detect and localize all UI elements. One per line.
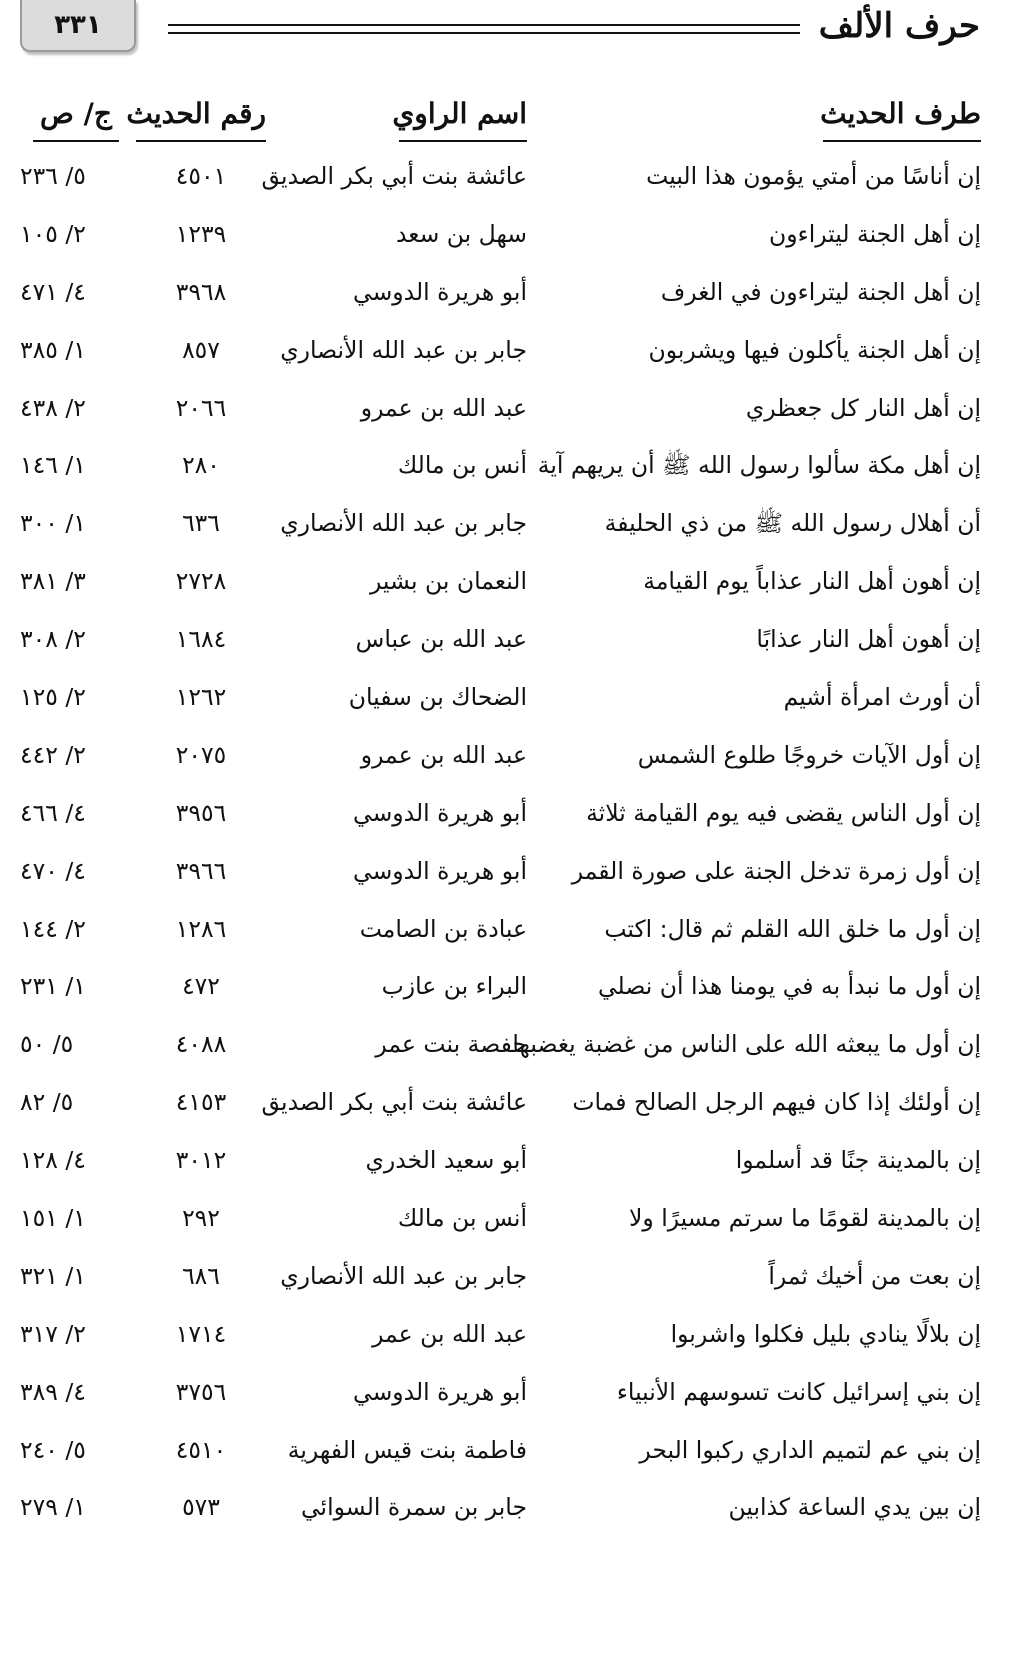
volume-page-ref: ١/ ٣٢١	[20, 1261, 86, 1290]
narrator-name: أبو هريرة الدوسي	[353, 856, 527, 885]
hadith-number: ٥٧٣	[182, 1493, 220, 1522]
narrator-name: جابر بن سمرة السوائي	[300, 1493, 527, 1522]
volume-page-ref: ٤/ ٤٦٦	[20, 798, 86, 827]
narrator-name: عبد الله بن عباس	[355, 625, 527, 654]
volume-page-ref: ٥/ ٨٢	[20, 1088, 74, 1117]
table-row	[0, 611, 1010, 669]
table-row	[0, 958, 1010, 1016]
narrator-name: أبو هريرة الدوسي	[353, 798, 527, 827]
hadith-text: إن أهل مكة سألوا رسول الله ﷺ أن يريهم آية	[537, 451, 981, 480]
volume-page-ref: ٢/ ٣١٧	[20, 1319, 86, 1348]
narrator-name: عبد الله بن عمرو	[360, 740, 527, 769]
page-header	[0, 0, 1010, 70]
hadith-number: ٢٩٢	[182, 1204, 220, 1233]
column-header-volume-page: ج/ ص	[33, 92, 119, 142]
narrator-name: جابر بن عبد الله الأنصاري	[280, 335, 527, 364]
narrator-name: النعمان بن بشير	[369, 567, 527, 596]
table-row	[0, 322, 1010, 380]
table-row	[0, 380, 1010, 438]
table-row	[0, 1422, 1010, 1480]
hadith-number: ٤٥١٠	[175, 1435, 227, 1464]
hadith-text: إن بني إسرائيل كانت تسوسهم الأنبياء	[616, 1377, 981, 1406]
volume-page-ref: ٢/ ١٤٤	[20, 914, 86, 943]
volume-page-ref: ١/ ٣٨٥	[20, 335, 86, 364]
header-rule-top	[168, 24, 800, 26]
hadith-number: ٤١٥٣	[175, 1088, 227, 1117]
volume-page-ref: ١/ ٢٣١	[20, 972, 86, 1001]
hadith-text: إن أهل الجنة يأكلون فيها ويشربون	[648, 335, 981, 364]
narrator-name: عائشة بنت أبي بكر الصديق	[261, 162, 527, 190]
narrator-name: الضحاك بن سفيان	[348, 683, 527, 712]
table-row	[0, 148, 1010, 206]
hadith-number: ٨٥٧	[182, 335, 220, 364]
volume-page-ref: ٣/ ٣٨١	[20, 567, 86, 596]
hadith-number: ٢٨٠	[182, 451, 220, 480]
hadith-text: إن أناسًا من أمتي يؤمون هذا البيت	[646, 162, 981, 190]
hadith-text: إن بلالًا ينادي بليل فكلوا واشربوا	[670, 1319, 981, 1348]
table-row	[0, 495, 1010, 553]
narrator-name: حفصة بنت عمر	[375, 1030, 527, 1059]
hadith-text: إن أول زمرة تدخل الجنة على صورة القمر	[571, 856, 981, 885]
narrator-name: عبادة بن الصامت	[359, 914, 527, 943]
chapter-title: حرف الألف	[818, 6, 980, 46]
table-row	[0, 1248, 1010, 1306]
hadith-number: ٣٩٦٦	[175, 856, 227, 885]
hadith-number: ٦٣٦	[182, 509, 220, 538]
hadith-text: إن بعت من أخيك ثمراً	[768, 1261, 981, 1290]
narrator-name: أبو هريرة الدوسي	[353, 277, 527, 306]
table-row	[0, 264, 1010, 322]
hadith-number: ٢٧٢٨	[175, 567, 227, 596]
table-row	[0, 1190, 1010, 1248]
hadith-text: إن أول الآيات خروجًا طلوع الشمس	[637, 740, 981, 769]
volume-page-ref: ٥/ ٢٤٠	[20, 1435, 86, 1464]
narrator-name: أبو هريرة الدوسي	[353, 1377, 527, 1406]
table-row	[0, 727, 1010, 785]
hadith-number: ٢٠٦٦	[175, 393, 227, 422]
volume-page-ref: ٥/ ٢٣٦	[20, 162, 86, 190]
table-row	[0, 1016, 1010, 1074]
column-header-hadith-number: رقم الحديث	[136, 92, 266, 142]
table-row	[0, 669, 1010, 727]
hadith-number: ١٢٦٢	[175, 683, 227, 712]
narrator-name: جابر بن عبد الله الأنصاري	[280, 509, 527, 538]
narrator-name: عائشة بنت أبي بكر الصديق	[261, 1088, 527, 1117]
hadith-text: إن بالمدينة لقومًا ما سرتم مسيرًا ولا	[628, 1204, 981, 1233]
hadith-number: ٣٧٥٦	[175, 1377, 227, 1406]
header-rule-bottom	[168, 32, 800, 34]
narrator-name: البراء بن عازب	[381, 972, 527, 1001]
volume-page-ref: ١/ ٢٧٩	[20, 1493, 86, 1522]
hadith-text: أن أورث امرأة أشيم	[783, 683, 981, 712]
hadith-number: ٢٠٧٥	[175, 740, 227, 769]
table-row	[0, 206, 1010, 264]
table-row	[0, 901, 1010, 959]
volume-page-ref: ٢/ ١٠٥	[20, 219, 86, 248]
narrator-name: أنس بن مالك	[397, 1204, 527, 1233]
hadith-number: ١٦٨٤	[175, 625, 227, 654]
volume-page-ref: ٤/ ١٢٨	[20, 1146, 86, 1175]
volume-page-ref: ٤/ ٤٧١	[20, 277, 86, 306]
narrator-name: جابر بن عبد الله الأنصاري	[280, 1261, 527, 1290]
column-header-narrator: اسم الراوي	[399, 92, 527, 142]
hadith-text: إن أهل النار كل جعظري	[745, 393, 981, 422]
narrator-name: أنس بن مالك	[397, 451, 527, 480]
volume-page-ref: ٢/ ٤٣٨	[20, 393, 86, 422]
volume-page-ref: ٤/ ٤٧٠	[20, 856, 86, 885]
hadith-text: إن أهون أهل النار عذابًا	[756, 625, 981, 654]
hadith-number: ٣٩٥٦	[175, 798, 227, 827]
page-number-badge: ٣٣١	[20, 0, 136, 52]
hadith-text: إن بالمدينة جنًا قد أسلموا	[735, 1146, 981, 1175]
hadith-text: إن أهون أهل النار عذاباً يوم القيامة	[643, 567, 981, 596]
table-row	[0, 437, 1010, 495]
hadith-text: أن أهلال رسول الله ﷺ من ذي الحليفة	[604, 509, 981, 538]
narrator-name: عبد الله بن عمر	[372, 1319, 527, 1348]
hadith-text: إن بني عم لتميم الداري ركبوا البحر	[639, 1435, 981, 1464]
hadith-number: ٣٩٦٨	[175, 277, 227, 306]
volume-page-ref: ١/ ٣٠٠	[20, 509, 86, 538]
narrator-name: عبد الله بن عمرو	[360, 393, 527, 422]
narrator-name: سهل بن سعد	[395, 219, 527, 248]
volume-page-ref: ١/ ١٥١	[20, 1204, 86, 1233]
hadith-number: ١٧١٤	[175, 1319, 227, 1348]
table-row	[0, 1306, 1010, 1364]
volume-page-ref: ٢/ ١٢٥	[20, 683, 86, 712]
hadith-number: ١٢٣٩	[175, 219, 227, 248]
hadith-index-table	[0, 148, 1010, 1537]
table-row	[0, 843, 1010, 901]
table-row	[0, 1479, 1010, 1537]
hadith-text: إن أول ما يبعثه الله على الناس من غضبة يغضبها	[512, 1030, 981, 1059]
column-header-hadith: طرف الحديث	[823, 92, 981, 142]
volume-page-ref: ١/ ١٤٦	[20, 451, 86, 480]
hadith-number: ٤٠٨٨	[175, 1030, 227, 1059]
narrator-name: فاطمة بنت قيس الفهرية	[287, 1435, 527, 1464]
volume-page-ref: ٤/ ٣٨٩	[20, 1377, 86, 1406]
table-row	[0, 553, 1010, 611]
table-row	[0, 1132, 1010, 1190]
hadith-number: ١٢٨٦	[175, 914, 227, 943]
hadith-text: إن بين يدي الساعة كذابين	[728, 1493, 981, 1522]
volume-page-ref: ٥/ ٥٠	[20, 1030, 74, 1059]
hadith-text: إن أول ما نبدأ به في يومنا هذا أن نصلي	[597, 972, 981, 1001]
table-row	[0, 1364, 1010, 1422]
hadith-number: ٤٥٠١	[175, 162, 227, 190]
hadith-text: إن أهل الجنة ليتراءون في الغرف	[660, 277, 981, 306]
hadith-number: ٤٧٢	[182, 972, 220, 1001]
hadith-text: إن أول ما خلق الله القلم ثم قال: اكتب	[604, 914, 981, 943]
volume-page-ref: ٢/ ٣٠٨	[20, 625, 86, 654]
table-row	[0, 785, 1010, 843]
table-row	[0, 1074, 1010, 1132]
hadith-text: إن أول الناس يقضى فيه يوم القيامة ثلاثة	[586, 798, 981, 827]
hadith-number: ٣٠١٢	[175, 1146, 227, 1175]
hadith-text: إن أولئك إذا كان فيهم الرجل الصالح فمات	[572, 1088, 981, 1117]
narrator-name: أبو سعيد الخدري	[365, 1146, 527, 1175]
hadith-number: ٦٨٦	[182, 1261, 220, 1290]
volume-page-ref: ٢/ ٤٤٢	[20, 740, 86, 769]
hadith-text: إن أهل الجنة ليتراءون	[769, 219, 981, 248]
